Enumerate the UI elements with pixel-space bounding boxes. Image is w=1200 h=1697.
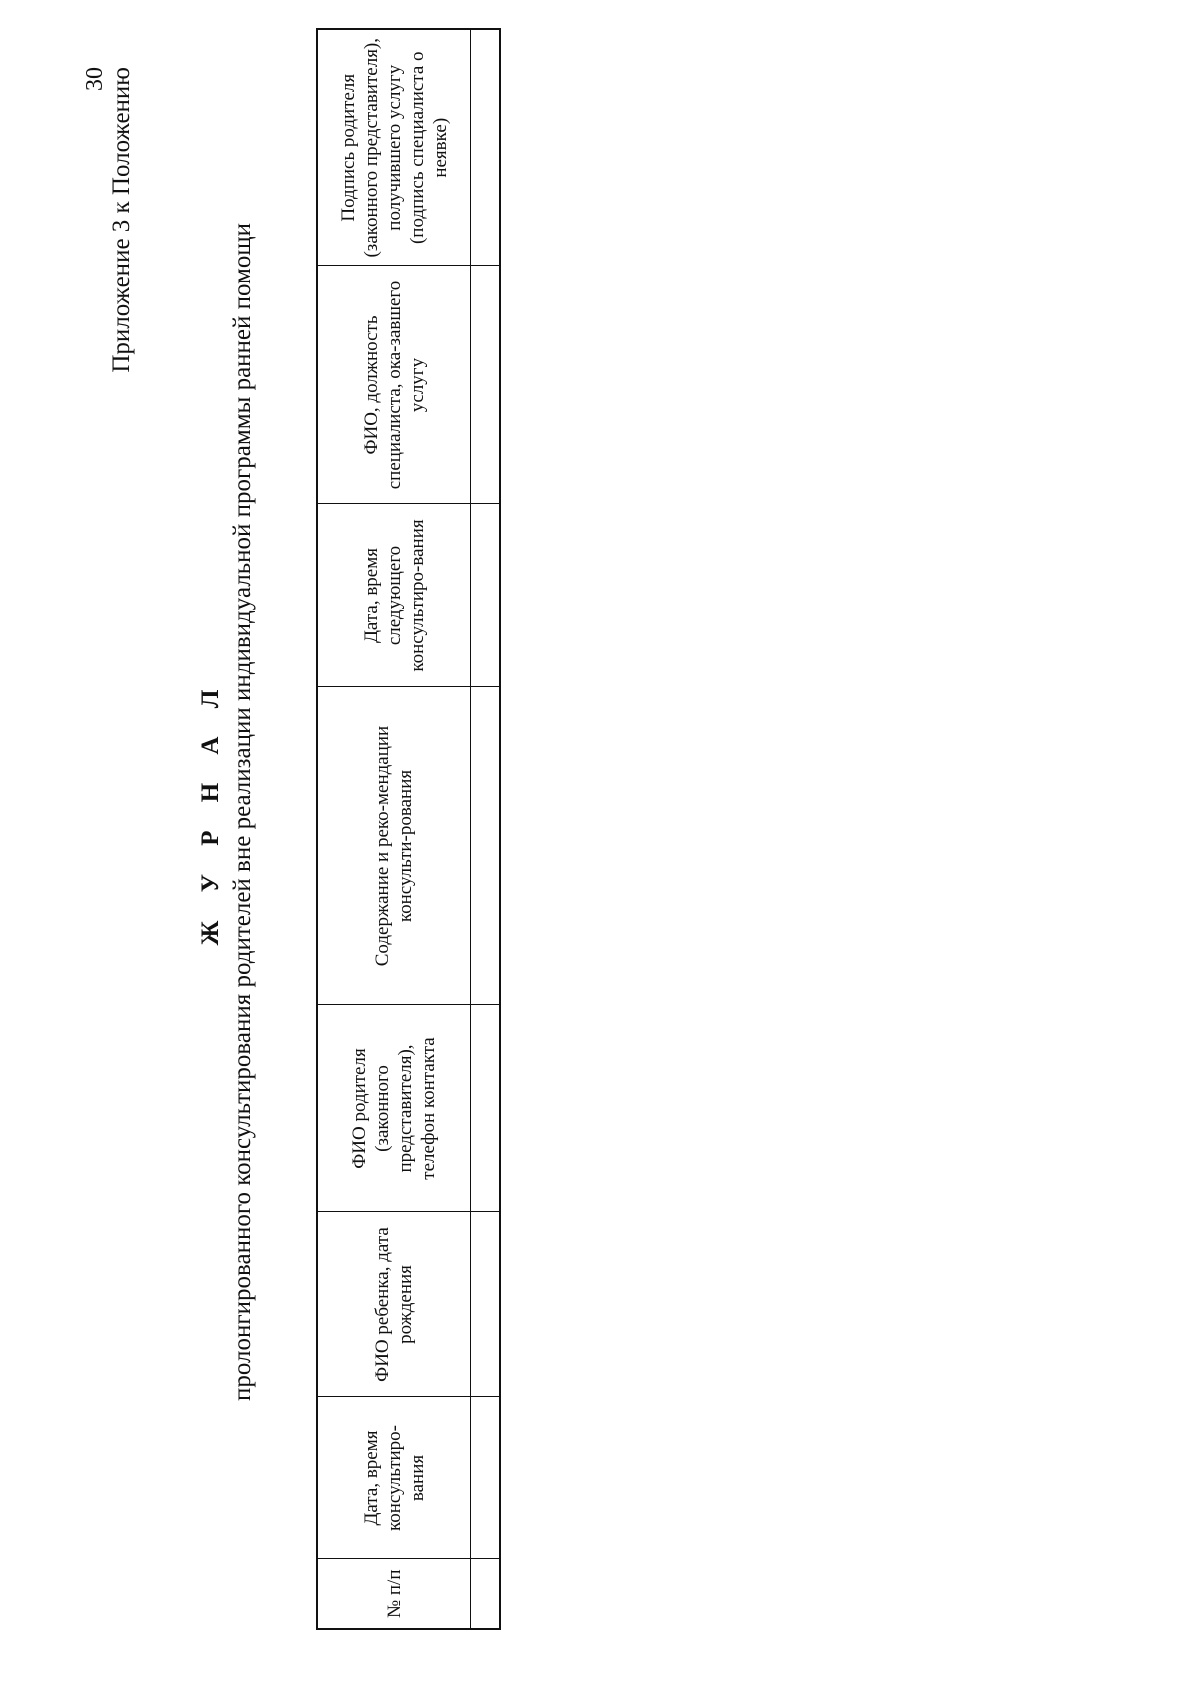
column-header-parent-name: ФИО родителя (законного представителя), телефон контакта <box>317 1005 471 1212</box>
appendix-reference: Приложение 3 к Положению <box>108 67 135 373</box>
document-subtitle: пролонгированного консультирования родителей вне реализации индивидуальной программы ранней помощи <box>229 223 256 1402</box>
journal-table <box>316 28 501 1630</box>
column-header-specialist: ФИО, должность специалиста, ока-завшего услугу <box>317 266 471 504</box>
column-header-next-consultation: Дата, время следующего консультиро-вания <box>317 504 471 687</box>
page-number: 30 <box>82 67 108 91</box>
table-header-row <box>317 29 471 1629</box>
column-header-parent-signature: Подпись родителя (законного представителя), получившего услугу (подпись специалиста о неявке) <box>317 29 471 266</box>
table-row <box>471 29 501 1629</box>
table-cell <box>471 1397 501 1559</box>
column-header-content-recommendations: Содержание и реко-мендации консульти-рования <box>317 687 471 1005</box>
document-title: Ж У Р Н А Л <box>197 678 224 946</box>
column-header-child-name: ФИО ребенка, дата рождения <box>317 1212 471 1397</box>
table-cell <box>471 687 501 1005</box>
title-block <box>195 87 259 1537</box>
table-cell <box>471 1005 501 1212</box>
column-header-consultation-datetime: Дата, время консультиро-вания <box>317 1397 471 1559</box>
table-cell <box>471 266 501 504</box>
table-cell <box>471 29 501 266</box>
table-cell <box>471 504 501 687</box>
table-cell <box>471 1212 501 1397</box>
column-header-number: № п/п <box>317 1559 471 1629</box>
table-cell <box>471 1559 501 1629</box>
